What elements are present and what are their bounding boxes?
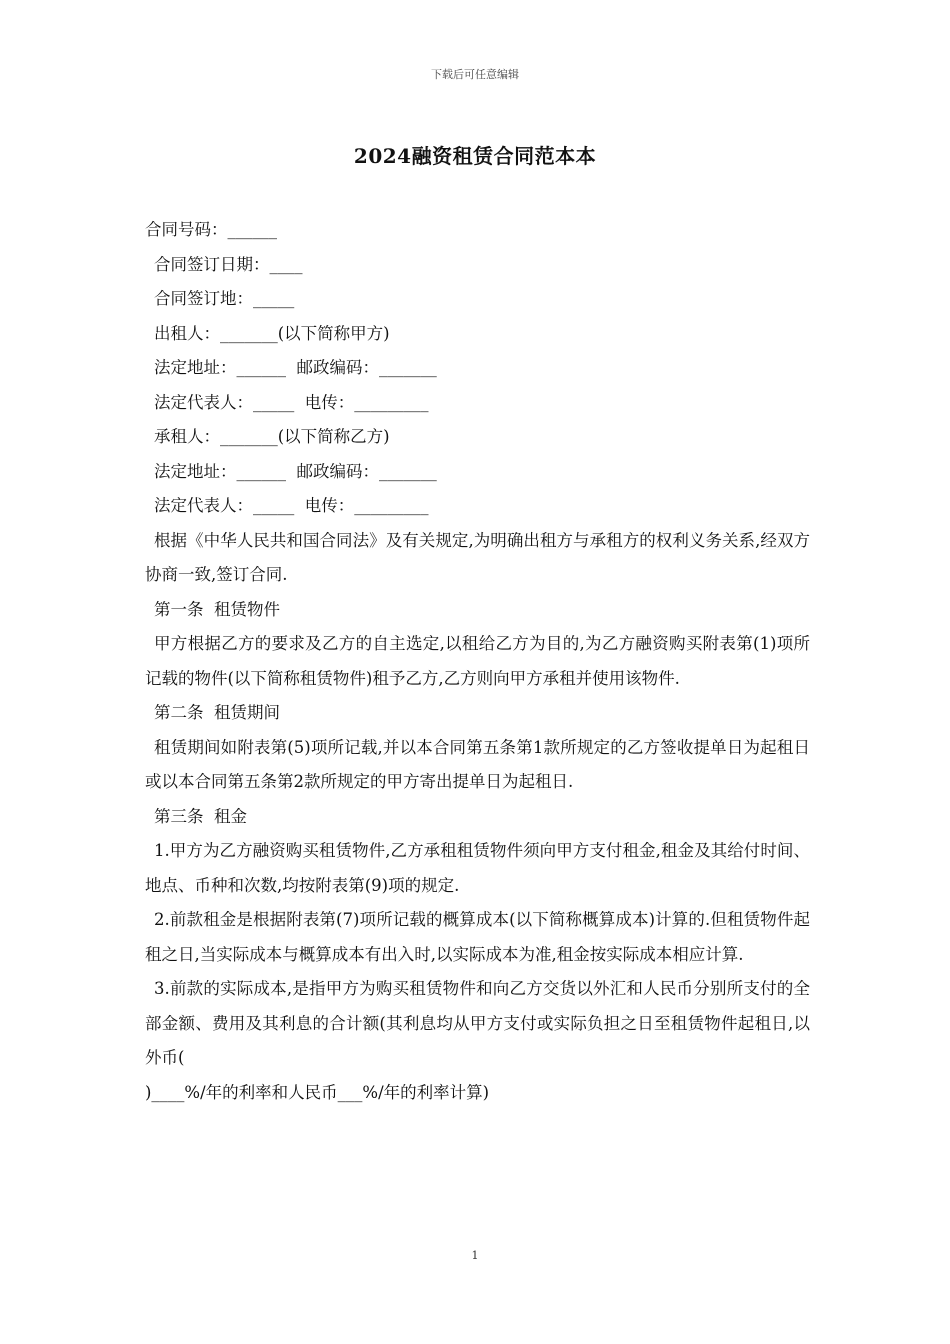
field-sign-date: 合同签订日期：____ — [154, 254, 303, 274]
article-1-heading: 第一条 租赁物件 — [154, 599, 280, 619]
article-3-paragraph-3: 3.前款的实际成本,是指甲方为购买租赁物件和向乙方交货以外汇和人民币分别所支付的全部金额、费用及其利息的合计额(其利息均从甲方支付或实际负担之日至租赁物件起租日,以外币( — [145, 979, 810, 1067]
field-lessor-address: 法定地址：______ 邮政编码：_______ — [154, 358, 437, 377]
article-3-heading: 第三条 租金 — [154, 806, 247, 826]
field-lessee: 承租人：_______(以下简称乙方) — [154, 427, 390, 446]
page-header-note: 下载后可任意编辑 — [431, 68, 519, 81]
field-lessor-representative: 法定代表人：_____ 电传：_________ — [154, 392, 429, 412]
intro-paragraph: 根据《中华人民共和国合同法》及有关规定,为明确出租方与承租方的权利义务关系,经双方协商一致,签订合同. — [145, 530, 810, 584]
document-title: 2024融资租赁合同范本本 — [353, 144, 597, 168]
page-number: 1 — [471, 1249, 479, 1262]
article-2-paragraph: 租赁期间如附表第(5)项所记载,并以本合同第五条第1款所规定的乙方签收提单日为起租日或以本合同第五条第2款所规定的甲方寄出提单日为起租日. — [145, 737, 810, 791]
document-body — [145, 213, 810, 1110]
article-3-tail-line: )____%/年的利率和人民币___%/年的利率计算) — [145, 1082, 490, 1102]
article-3-paragraph-2: 2.前款租金是根据附表第(7)项所记载的概算成本(以下简称概算成本)计算的.但租赁物件起租之日,当实际成本与概算成本有出入时,以实际成本为准,租金按实际成本相应计算. — [145, 910, 810, 964]
field-contract-no: 合同号码：______ — [145, 220, 277, 239]
field-lessee-representative: 法定代表人：_____ 电传：_________ — [154, 496, 429, 515]
article-2-heading: 第二条 租赁期间 — [154, 703, 280, 722]
field-lessor: 出租人：_______(以下简称甲方) — [154, 323, 390, 343]
article-3-paragraph-1: 1.甲方为乙方融资购买租赁物件,乙方承租租赁物件须向甲方支付租金,租金及其给付时间、地点、币种和次数,均按附表第(9)项的规定. — [145, 841, 810, 895]
field-sign-place: 合同签订地：_____ — [154, 289, 295, 308]
field-lessee-address: 法定地址：______ 邮政编码：_______ — [154, 461, 437, 481]
article-1-paragraph: 甲方根据乙方的要求及乙方的自主选定,以租给乙方为目的,为乙方融资购买附表第(1)项所记载的物件(以下简称租赁物件)租予乙方,乙方则向甲方承租并使用该物件. — [145, 634, 810, 688]
